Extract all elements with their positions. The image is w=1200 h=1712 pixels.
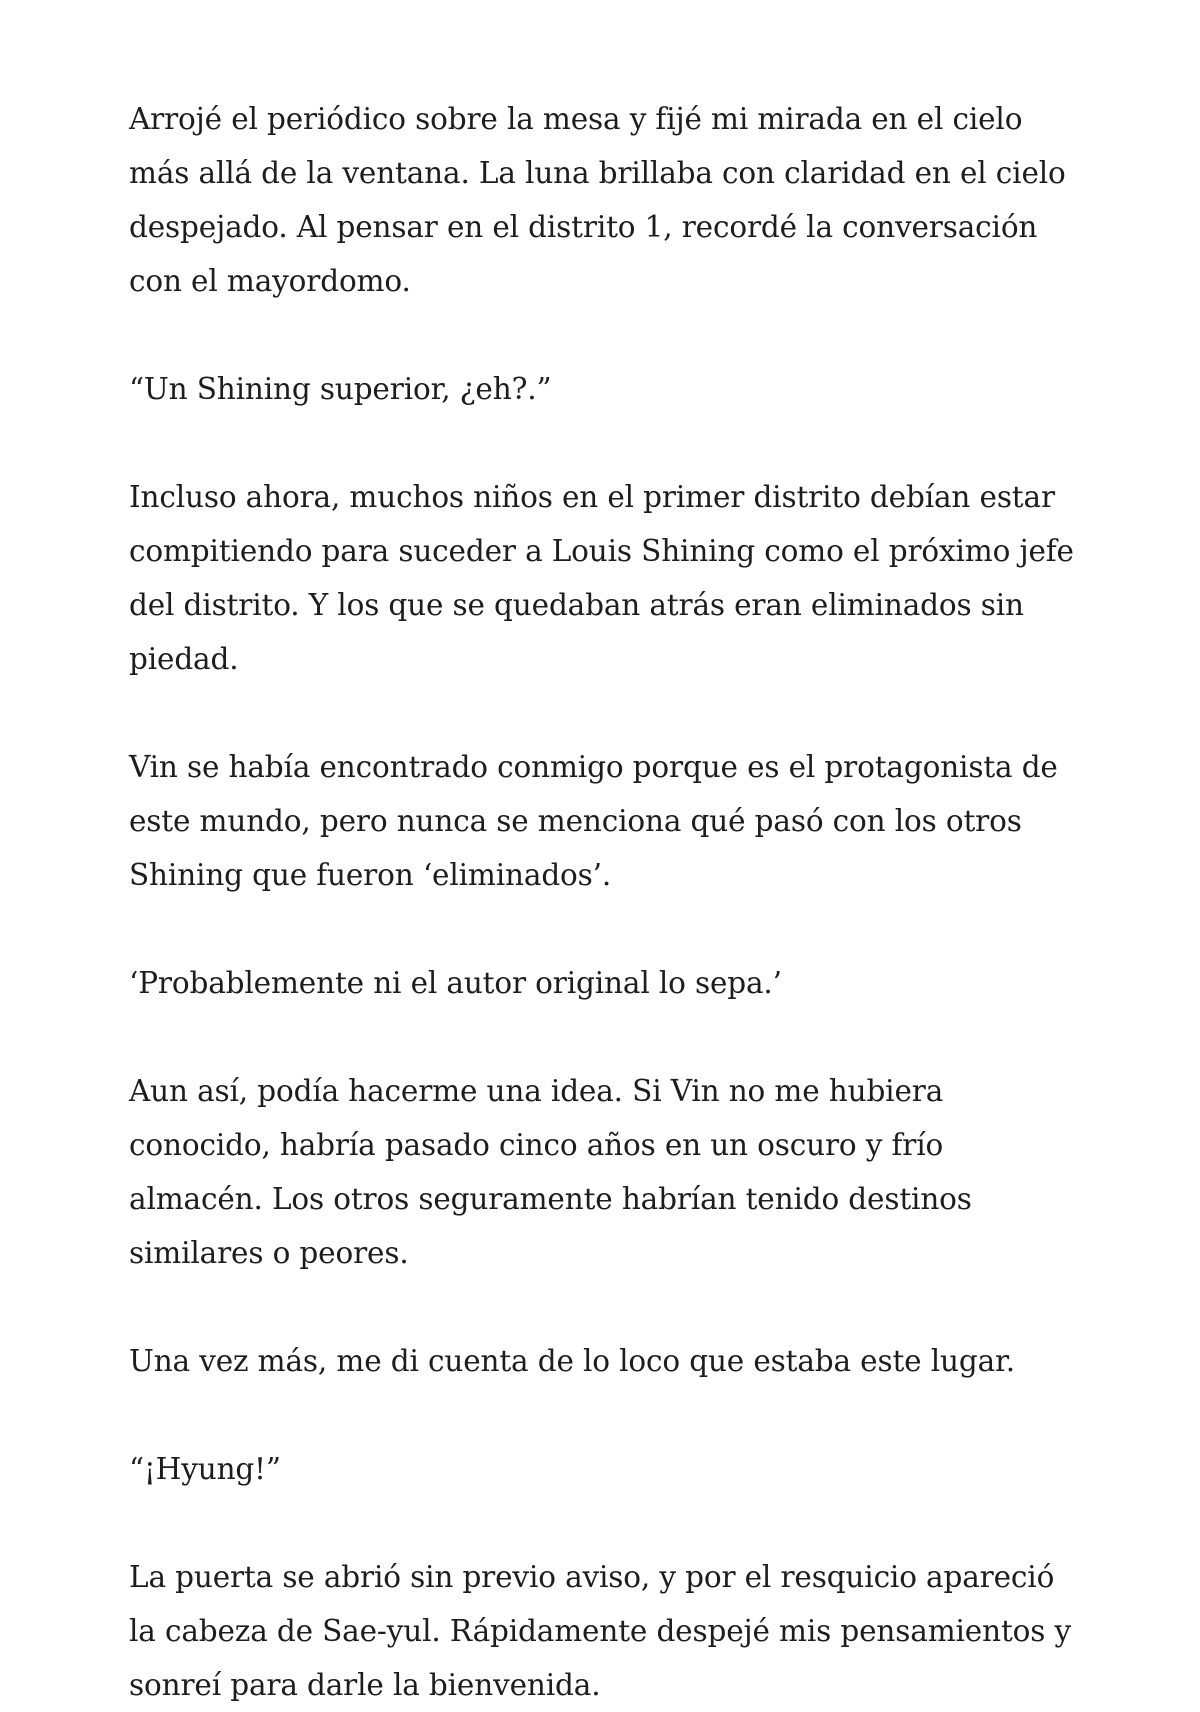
- paragraph: Arrojé el periódico sobre la mesa y fijé mi mirada en el cielo más allá de la ventana. La luna brillaba con claridad en el cielo despejado. Al pensar en el distrito 1, recordé la conversación con el mayordomo.: [129, 102, 1066, 298]
- dialogue-paragraph: “¡Hyung!”: [129, 1452, 281, 1486]
- paragraph: Incluso ahora, muchos niños en el primer distrito debían estar compitiendo para suceder a Louis Shining como el próximo jefe del distrito. Y los que se quedaban atrás eran eliminados sin piedad.: [129, 480, 1074, 676]
- document-body: [129, 92, 1080, 1712]
- paragraph: Vin se había encontrado conmigo porque es el protagonista de este mundo, pero nunca se menciona qué pasó con los otros Shining que fueron ‘eliminados’.: [129, 750, 1058, 892]
- thought-paragraph: ‘Probablemente ni el autor original lo sepa.’: [129, 966, 782, 1000]
- paragraph: Una vez más, me di cuenta de lo loco que estaba este lugar.: [129, 1344, 1015, 1378]
- dialogue-paragraph: “Un Shining superior, ¿eh?.”: [129, 372, 552, 406]
- paragraph: Aun así, podía hacerme una idea. Si Vin no me hubiera conocido, habría pasado cinco años en un oscuro y frío almacén. Los otros seguramente habrían tenido destinos similares o peores.: [129, 1074, 972, 1270]
- paragraph: La puerta se abrió sin previo aviso, y por el resquicio apareció la cabeza de Sae-yul. Rápidamente despejé mis pensamientos y sonreí para darle la bienvenida.: [129, 1560, 1072, 1702]
